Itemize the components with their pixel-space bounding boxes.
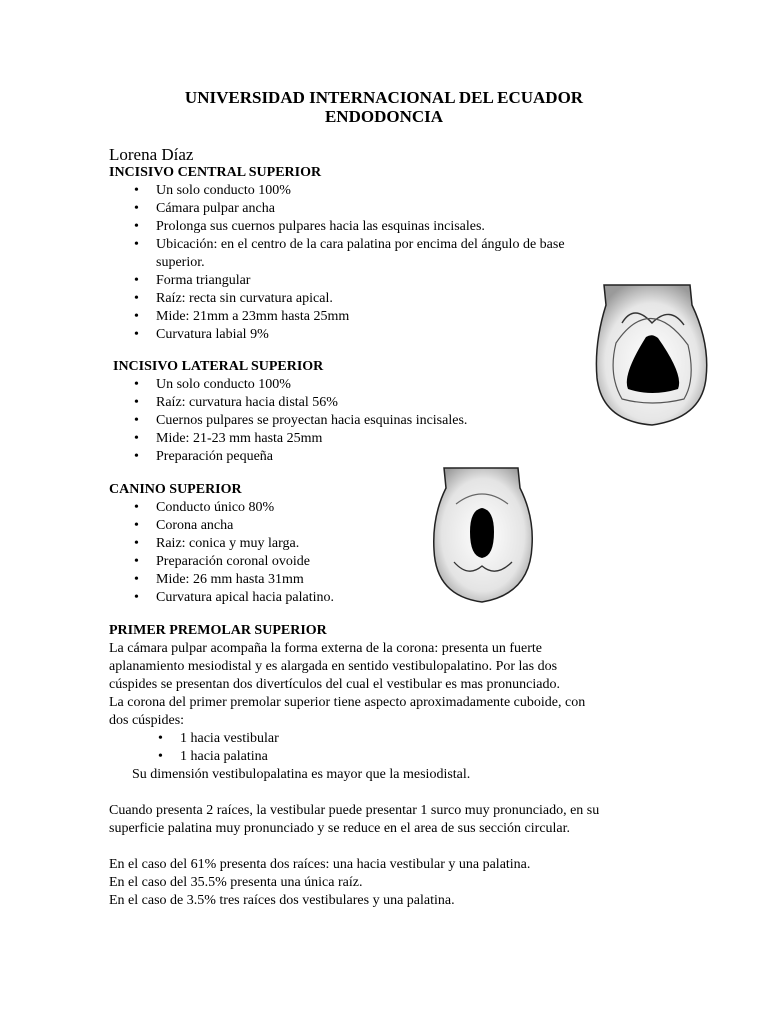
list-item: • Cuernos pulpares se proyectan hacia esquinas incisales. <box>156 412 589 430</box>
author-name: Lorena Díaz <box>109 145 194 164</box>
section-central-incisor <box>109 164 629 344</box>
list-item: • Un solo conducto 100% <box>156 182 629 200</box>
section-heading: INCISIVO LATERAL SUPERIOR <box>113 359 324 374</box>
canine-access-cavity-icon <box>428 466 538 606</box>
list-item: • 1 hacia palatina <box>180 748 689 766</box>
list-item: • Mide: 26 mm hasta 31mm <box>156 571 429 589</box>
list-item: • Un solo conducto 100% <box>156 376 589 394</box>
list-item: • Raíz: recta sin curvatura apical. <box>156 290 629 308</box>
premolar-paragraph-3 <box>109 856 689 910</box>
text-line: La corona del primer premolar superior tiene aspecto aproximadamente cuboide, con <box>109 695 586 710</box>
list-item: • Raiz: conica y muy larga. <box>156 535 429 553</box>
course-title: ENDODONCIA <box>324 107 444 126</box>
section-heading: PRIMER PREMOLAR SUPERIOR <box>109 623 327 638</box>
text-line: La cámara pulpar acompaña la forma externa de la corona: presenta un fuerte <box>109 641 542 656</box>
dimension-note: Su dimensión vestibulopalatina es mayor que la mesiodistal. <box>132 767 471 782</box>
text-line: En el caso de 3.5% tres raíces dos vestibulares y una palatina. <box>109 893 455 908</box>
premolar-paragraph-1 <box>109 640 689 730</box>
text-line: aplanamiento mesiodistal y es alargada en sentido vestibulopalatino. Por las dos <box>109 659 558 674</box>
text-line: dos cúspides: <box>109 713 185 728</box>
central-list <box>109 182 629 344</box>
list-item: • 1 hacia vestibular <box>180 730 689 748</box>
list-item: • Curvatura apical hacia palatino. <box>156 589 429 607</box>
section-heading: INCISIVO CENTRAL SUPERIOR <box>109 165 322 180</box>
list-item: • Cámara pulpar ancha <box>156 200 629 218</box>
list-item-text: Ubicación: en el centro de la cara palatina por encima del ángulo de base <box>156 237 565 252</box>
text-line: Cuando presenta 2 raíces, la vestibular puede presentar 1 surco muy pronunciado, en su <box>109 803 600 818</box>
list-item <box>156 236 629 272</box>
canine-list <box>109 499 429 607</box>
incisor-access-cavity-icon <box>592 283 712 433</box>
list-item: • Conducto único 80% <box>156 499 429 517</box>
text-line: En el caso del 61% presenta dos raíces: una hacia vestibular y una palatina. <box>109 857 531 872</box>
section-heading: CANINO SUPERIOR <box>109 482 242 497</box>
list-item-text-cont: superior. <box>156 255 205 270</box>
list-item: • Forma triangular <box>156 272 629 290</box>
lateral-list <box>109 376 589 466</box>
section-canine <box>109 481 429 607</box>
text-line: superficie palatina muy pronunciado y se reduce en el area de sus sección circular. <box>109 821 571 836</box>
list-item: • Corona ancha <box>156 517 429 535</box>
list-item: • Preparación coronal ovoide <box>156 553 429 571</box>
list-item: • Raíz: curvatura hacia distal 56% <box>156 394 589 412</box>
list-item: • Preparación pequeña <box>156 448 589 466</box>
cusp-list <box>109 730 689 766</box>
list-item: • Curvatura labial 9% <box>156 326 629 344</box>
section-first-premolar <box>109 622 689 910</box>
premolar-paragraph-2 <box>109 802 689 838</box>
section-lateral-incisor <box>109 358 589 466</box>
university-title: UNIVERSIDAD INTERNACIONAL DEL ECUADOR <box>184 88 584 107</box>
text-line: En el caso del 35.5% presenta una única raíz. <box>109 875 363 890</box>
list-item: • Mide: 21-23 mm hasta 25mm <box>156 430 589 448</box>
text-line: cúspides se presentan dos divertículos del cual el vestibular es mas pronunciado. <box>109 677 560 692</box>
list-item: • Mide: 21mm a 23mm hasta 25mm <box>156 308 629 326</box>
list-item: • Prolonga sus cuernos pulpares hacia las esquinas incisales. <box>156 218 629 236</box>
